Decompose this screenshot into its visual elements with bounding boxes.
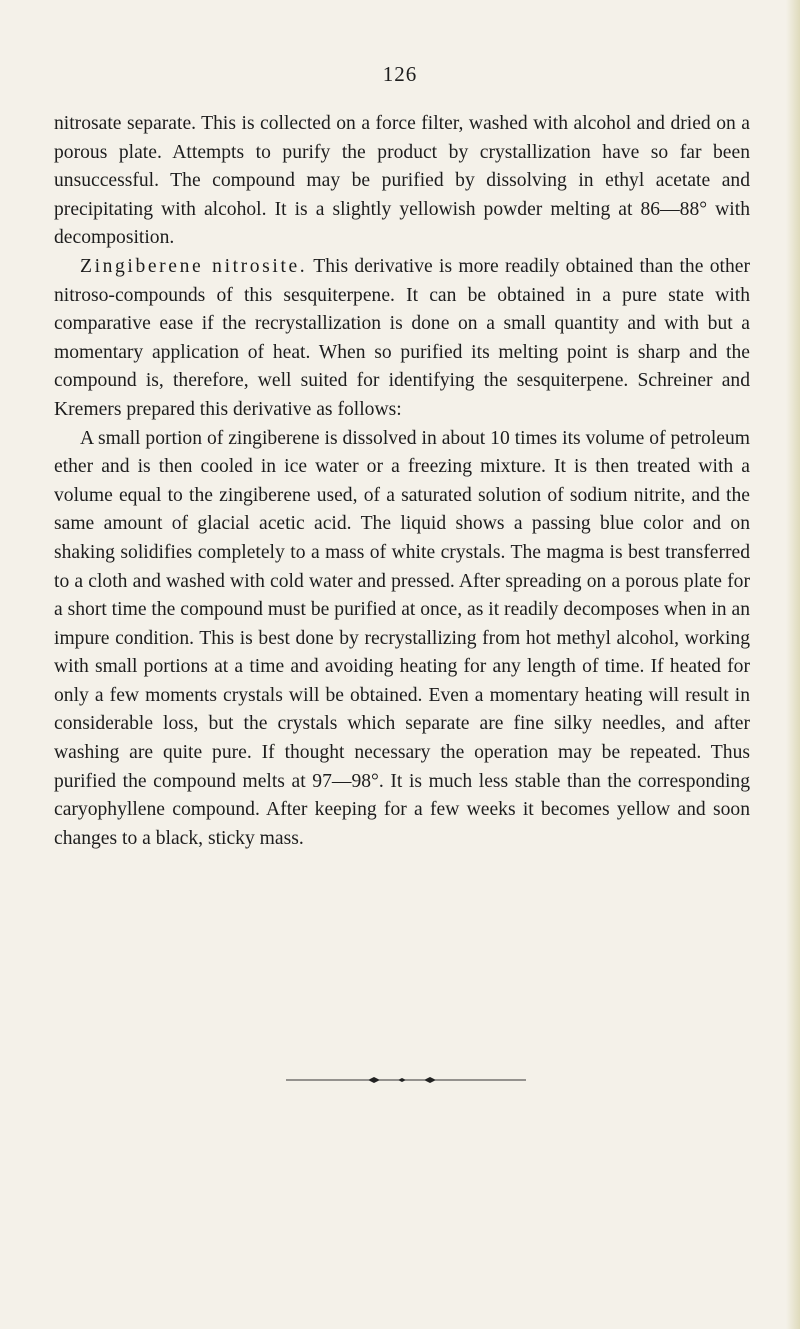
- section-heading: Zingiberene nitrosite.: [80, 255, 308, 277]
- end-ornament: [286, 1075, 526, 1085]
- paragraph-3: A small portion of zingiberene is dissolved in about 10 times its volume of petroleum ether and is then cooled in ice water or a freezing mixture. It is then treated with a volume equal to the zingiberene used, of a saturated solution of sodium nitrite, and the same amount of glacial acetic acid. The liquid shows a passing blue color and on shaking solidifies completely to a mass of white crystals. The magma is best transferred to a cloth and washed with cold water and pressed. After spreading on a porous plate for a short time the compound must be purified at once, as it readily decomposes when in an impure condition. This is best done by recrystallizing from hot methyl alcohol, working with small portions at a time and avoiding heating for any length of time. If heated for only a few moments crystals will be obtained. Even a momentary heating will result in considerable loss, but the crystals which separate are fine silky needles, and after washing are quite pure. If thought necessary the operation may be repeated. Thus purified the compound melts at 97—98°. It is much less stable than the corresponding caryophyllene compound. After keeping for a few weeks it becomes yellow and soon changes to a black, sticky mass.: [54, 427, 750, 849]
- paragraph-2: [54, 253, 750, 425]
- paragraph-2-text: This derivative is more readily obtained than the other nitroso-compounds of this sesquiterpene. It can be obtained in a pure state with comparative ease if the recrystallization is done on a small quantity and with but a momentary application of heat. When so purified its melting point is sharp and the compound is, therefore, well suited for identifying the sesquiterpene. Schreiner and Kremers prepared this derivative as follows:: [54, 255, 750, 420]
- paragraph-1: nitrosate separate. This is collected on a force filter, washed with alcohol and dried on a porous plate. Attempts to purify the product by crystallization have so far been unsuccessful. The compound may be purified by dissolving in ethyl acetate and precipitating with alcohol. It is a slightly yellowish powder melting at 86—88° with decomposition.: [54, 113, 750, 249]
- page-number: 126: [382, 62, 418, 86]
- page-edge-shadow: [786, 0, 800, 1329]
- body-text: [54, 110, 750, 853]
